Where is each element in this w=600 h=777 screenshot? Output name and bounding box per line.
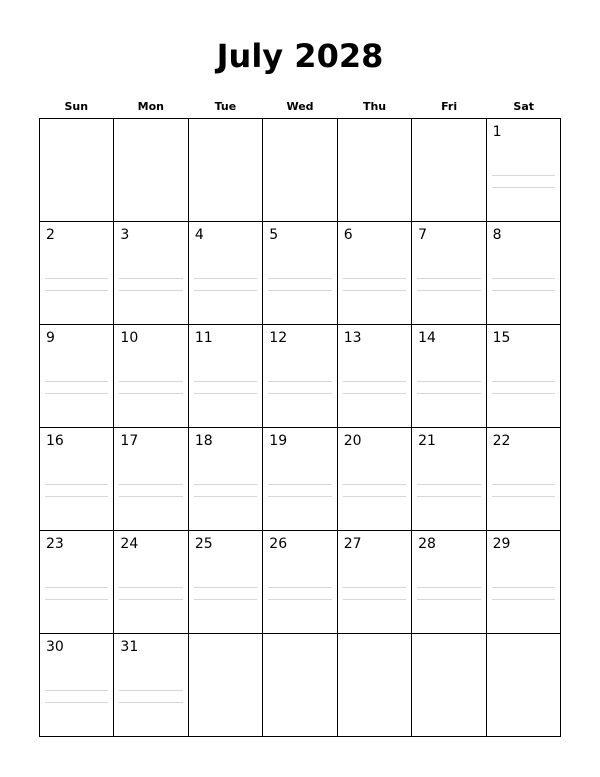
note-line xyxy=(45,381,108,382)
note-line xyxy=(343,381,406,382)
weekday-mon: Mon xyxy=(137,100,165,113)
note-line xyxy=(343,393,406,394)
note-line xyxy=(492,381,555,382)
day-number: 11 xyxy=(194,330,213,346)
note-line xyxy=(343,587,406,588)
day-number: 12 xyxy=(269,330,288,346)
empty-cell xyxy=(487,634,561,737)
day-cell xyxy=(338,325,412,428)
day-cell xyxy=(189,222,263,325)
note-line xyxy=(343,290,406,291)
day-cell xyxy=(189,428,263,531)
day-cell xyxy=(412,222,486,325)
note-line xyxy=(492,484,555,485)
note-line xyxy=(119,599,182,600)
day-cell xyxy=(40,325,114,428)
day-number: 31 xyxy=(120,639,139,655)
day-cell xyxy=(114,325,188,428)
note-line xyxy=(343,599,406,600)
day-cell xyxy=(40,222,114,325)
note-line xyxy=(343,278,406,279)
day-number: 6 xyxy=(343,227,353,243)
note-line xyxy=(492,175,555,176)
note-line xyxy=(268,599,331,600)
empty-cell xyxy=(263,634,337,737)
day-number: 10 xyxy=(120,330,139,346)
day-number: 22 xyxy=(492,433,511,449)
empty-cell xyxy=(412,119,486,222)
note-line xyxy=(268,381,331,382)
day-number: 28 xyxy=(418,536,436,552)
day-number: 2 xyxy=(46,227,55,243)
day-cell xyxy=(487,325,561,428)
empty-cell xyxy=(338,119,412,222)
note-line xyxy=(119,393,182,394)
day-cell xyxy=(114,531,188,634)
day-cell xyxy=(40,428,114,531)
weekday-header xyxy=(39,98,561,116)
note-line xyxy=(45,484,108,485)
note-line xyxy=(417,599,480,600)
empty-cell xyxy=(114,119,188,222)
empty-cell xyxy=(263,119,337,222)
note-line xyxy=(492,290,555,291)
note-line xyxy=(343,496,406,497)
note-line xyxy=(194,393,257,394)
day-number: 3 xyxy=(120,227,130,243)
empty-cell xyxy=(189,634,263,737)
weekday-fri: Fri xyxy=(441,100,458,113)
empty-cell xyxy=(412,634,486,737)
note-line xyxy=(417,587,480,588)
note-line xyxy=(492,278,555,279)
day-cell xyxy=(114,428,188,531)
calendar-grid xyxy=(39,118,561,737)
note-line xyxy=(417,496,480,497)
day-number: 29 xyxy=(492,536,511,552)
note-line xyxy=(268,496,331,497)
note-line xyxy=(492,393,555,394)
day-cell xyxy=(487,222,561,325)
day-number: 25 xyxy=(194,536,213,552)
day-number: 1 xyxy=(492,124,502,140)
day-number: 21 xyxy=(418,433,436,449)
day-number: 23 xyxy=(46,536,64,552)
day-cell xyxy=(40,634,114,737)
day-cell xyxy=(40,531,114,634)
note-line xyxy=(268,278,331,279)
day-cell xyxy=(189,325,263,428)
note-line xyxy=(417,381,480,382)
note-line xyxy=(119,278,182,279)
day-cell xyxy=(487,428,561,531)
note-line xyxy=(119,496,182,497)
day-number: 24 xyxy=(120,536,139,552)
weekday-sat: Sat xyxy=(513,100,534,113)
note-line xyxy=(417,290,480,291)
note-line xyxy=(45,290,108,291)
day-cell xyxy=(412,531,486,634)
note-line xyxy=(268,290,331,291)
note-line xyxy=(194,484,257,485)
note-line xyxy=(45,393,108,394)
note-line xyxy=(417,278,480,279)
day-cell xyxy=(263,222,337,325)
day-number: 13 xyxy=(343,330,362,346)
day-cell xyxy=(412,428,486,531)
note-line xyxy=(194,587,257,588)
day-cell xyxy=(338,531,412,634)
day-number: 5 xyxy=(269,227,279,243)
day-cell xyxy=(338,222,412,325)
note-line xyxy=(492,187,555,188)
day-number: 26 xyxy=(269,536,288,552)
note-line xyxy=(119,587,182,588)
day-cell xyxy=(412,325,486,428)
day-cell xyxy=(263,325,337,428)
note-line xyxy=(194,278,257,279)
day-number: 20 xyxy=(343,433,362,449)
note-line xyxy=(492,599,555,600)
day-cell xyxy=(114,634,188,737)
note-line xyxy=(119,690,182,691)
day-cell xyxy=(263,531,337,634)
day-number: 19 xyxy=(269,433,288,449)
note-line xyxy=(45,587,108,588)
empty-cell xyxy=(189,119,263,222)
note-line xyxy=(268,393,331,394)
note-line xyxy=(119,381,182,382)
day-number: 4 xyxy=(194,227,204,243)
day-cell xyxy=(487,531,561,634)
note-line xyxy=(268,484,331,485)
note-line xyxy=(268,587,331,588)
day-number: 18 xyxy=(194,433,213,449)
note-line xyxy=(492,496,555,497)
weekday-sun: Sun xyxy=(64,100,89,113)
note-line xyxy=(45,496,108,497)
note-line xyxy=(194,290,257,291)
note-line xyxy=(119,484,182,485)
note-line xyxy=(45,702,108,703)
weekday-thu: Thu xyxy=(362,100,387,113)
day-cell xyxy=(114,222,188,325)
day-number: 30 xyxy=(46,639,64,655)
note-line xyxy=(45,599,108,600)
day-number: 9 xyxy=(46,330,55,346)
day-cell xyxy=(487,119,561,222)
note-line xyxy=(45,690,108,691)
note-line xyxy=(417,393,480,394)
calendar-title: July 2028 xyxy=(216,37,384,75)
weekday-wed: Wed xyxy=(286,100,314,113)
empty-cell xyxy=(338,634,412,737)
day-number: 27 xyxy=(343,536,362,552)
note-line xyxy=(45,278,108,279)
note-line xyxy=(119,702,182,703)
day-number: 14 xyxy=(418,330,436,346)
note-line xyxy=(119,290,182,291)
note-line xyxy=(194,381,257,382)
day-number: 7 xyxy=(418,227,428,243)
day-cell xyxy=(189,531,263,634)
note-line xyxy=(492,587,555,588)
note-line xyxy=(343,484,406,485)
note-line xyxy=(194,496,257,497)
weekday-tue: Tue xyxy=(214,100,237,113)
day-number: 15 xyxy=(492,330,511,346)
note-line xyxy=(417,484,480,485)
day-number: 17 xyxy=(120,433,139,449)
day-number: 16 xyxy=(46,433,64,449)
empty-cell xyxy=(40,119,114,222)
day-cell xyxy=(263,428,337,531)
day-number: 8 xyxy=(492,227,502,243)
day-cell xyxy=(338,428,412,531)
note-line xyxy=(194,599,257,600)
